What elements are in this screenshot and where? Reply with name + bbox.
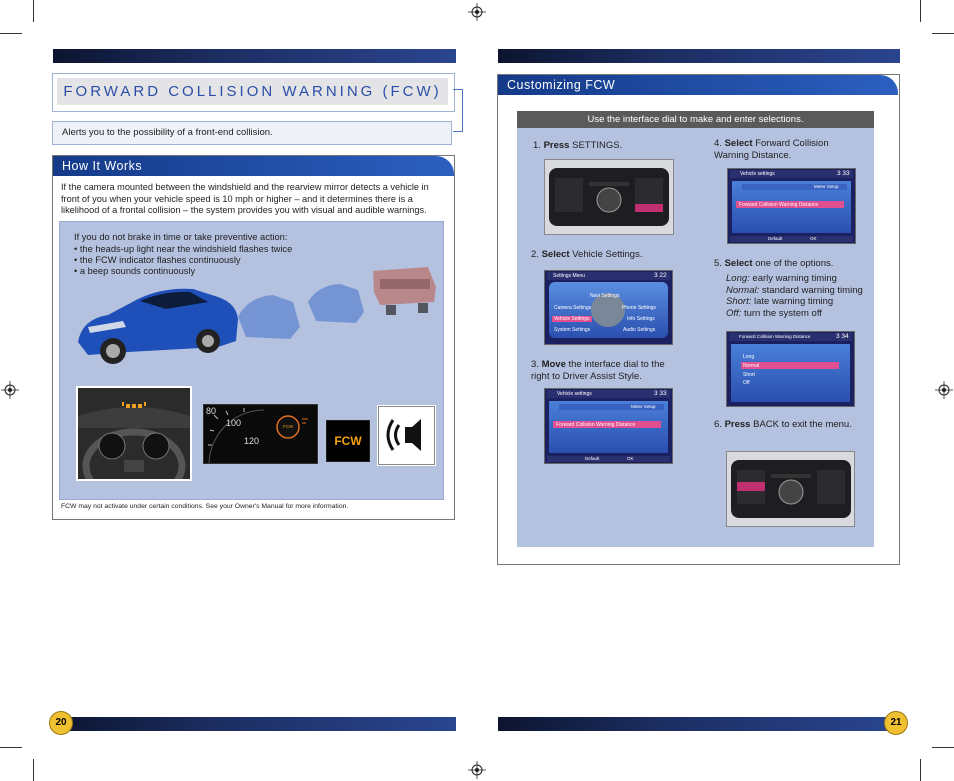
- footnote: FCW may not activate under certain conditions. See your Owner's Manual for more information.: [61, 503, 349, 510]
- tab-meter-setup[interactable]: Meter Setup: [631, 404, 656, 409]
- callout-box: [59, 221, 444, 500]
- screen-title: Settings Menu: [553, 273, 585, 279]
- step-5: 5. Select one of the options.: [714, 258, 834, 269]
- menu-item-audio[interactable]: Audio Settings: [623, 327, 656, 333]
- options-list: Long: early warning timing Normal: standard warning timing Short: late warning timing Off: turn the system off: [726, 273, 863, 319]
- how-it-works-heading: How It Works: [53, 156, 454, 176]
- customizing-fcw-heading: Customizing FCW: [498, 75, 898, 95]
- screen-title: Vehicle settings: [740, 171, 775, 177]
- vehicle-settings-screen: [544, 388, 673, 464]
- option-off[interactable]: Off: [743, 380, 750, 386]
- screen-clock: 3 33: [654, 390, 667, 397]
- registration-mark-icon: [1, 381, 19, 399]
- intro-box: [52, 121, 452, 145]
- speed-label-100: 100: [226, 418, 242, 428]
- screen-clock: 3 22: [654, 272, 667, 279]
- registration-mark-icon: [935, 381, 953, 399]
- menu-item-fcw-distance[interactable]: Forward Collision Warning Distance: [556, 422, 636, 428]
- crop-mark: [0, 747, 22, 748]
- menu-item-phone[interactable]: Phone Settings: [622, 305, 656, 311]
- default-button[interactable]: Default: [768, 236, 783, 241]
- bullet-2: • the FCW indicator flashes continuously: [74, 255, 241, 265]
- menu-item-fcw-distance[interactable]: Forward Collision Warning Distance: [739, 202, 819, 208]
- step-6: 6. Press BACK to exit the menu.: [714, 419, 852, 430]
- beep-speaker-icon: [378, 406, 435, 465]
- footer-bar: [53, 717, 456, 731]
- menu-item-camera[interactable]: Camera Settings: [554, 305, 592, 311]
- title-box: [52, 73, 455, 112]
- fcw-badge-label: FCW: [334, 434, 362, 448]
- crop-mark: [920, 0, 921, 22]
- registration-mark-icon: [468, 761, 486, 779]
- console-settings-photo: [544, 159, 674, 235]
- fcw-distance-screen: [726, 331, 855, 407]
- bullet-3: • a beep sounds continuously: [74, 266, 196, 276]
- menu-item-navi[interactable]: Navi Settings: [590, 293, 620, 299]
- crop-mark: [932, 33, 954, 34]
- option-normal[interactable]: Normal: [743, 363, 760, 369]
- screen-clock: 3 33: [837, 170, 850, 177]
- screen-title: Vehicle settings: [557, 391, 592, 397]
- callout-intro: If you do not brake in time or take preventive action:: [74, 232, 288, 242]
- page-number-left: 20: [49, 711, 73, 735]
- instruction-bar: Use the interface dial to make and enter selections.: [517, 111, 874, 128]
- console-back-photo: [726, 451, 855, 527]
- settings-menu-screen: [544, 270, 673, 345]
- crop-mark: [0, 33, 22, 34]
- crop-mark: [932, 747, 954, 748]
- dashboard-photo: [76, 386, 192, 481]
- step-2: 2. Select Vehicle Settings.: [531, 249, 643, 260]
- how-it-works-section: [52, 155, 455, 520]
- ok-button[interactable]: OK: [810, 236, 817, 241]
- crop-mark: [33, 0, 34, 22]
- step-4: 4. Select Forward Collision Warning Distance.: [714, 138, 829, 161]
- step-3: 3. Move the interface dial to the right to Driver Assist Style.: [531, 359, 665, 382]
- page-title: FORWARD COLLISION WARNING (FCW): [63, 83, 442, 100]
- car-collision-illustration: [68, 257, 440, 377]
- connector-line: [453, 131, 463, 132]
- footer-bar: [498, 717, 900, 731]
- default-button[interactable]: Default: [585, 456, 600, 461]
- menu-item-info[interactable]: Info Settings: [627, 316, 655, 322]
- tab-meter-setup[interactable]: Meter Setup: [814, 184, 839, 189]
- menu-item-vehicle[interactable]: Vehicle Settings: [554, 316, 590, 322]
- crop-mark: [920, 759, 921, 781]
- header-bar: [53, 49, 456, 63]
- speed-label-80: 80: [206, 406, 217, 416]
- option-long[interactable]: Long: [743, 354, 755, 360]
- speed-label-120: 120: [244, 436, 260, 446]
- screen-clock: 3 34: [836, 333, 849, 340]
- gauge-cluster-image: [203, 404, 318, 464]
- screen-title: Forward Collision Warning Distance: [739, 334, 811, 339]
- registration-mark-icon: [468, 3, 486, 21]
- bullet-1: • the heads-up light near the windshield flashes twice: [74, 244, 293, 254]
- menu-item-system[interactable]: System Settings: [554, 327, 591, 333]
- intro-text: Alerts you to the possibility of a front-end collision.: [62, 127, 273, 138]
- crop-mark: [33, 759, 34, 781]
- option-short[interactable]: Short: [743, 372, 755, 378]
- fcw-indicator-icon: [326, 420, 370, 462]
- how-it-works-body: If the camera mounted between the windshield and the rearview mirror detects a vehicle in front of you when your vehicle speed is 10 mph or higher – and it determines there is a likelihood of a frontal collision – the system provides you with visual and audible warnings.: [61, 182, 429, 215]
- ok-button[interactable]: OK: [627, 456, 634, 461]
- fcw-gauge-indicator: FCW: [283, 424, 294, 429]
- vehicle-settings-screen-2: [727, 168, 856, 244]
- connector-line: [462, 89, 463, 132]
- header-bar: [498, 49, 900, 63]
- step-1: 1. Press SETTINGS.: [533, 140, 623, 151]
- page-number-right: 21: [884, 711, 908, 735]
